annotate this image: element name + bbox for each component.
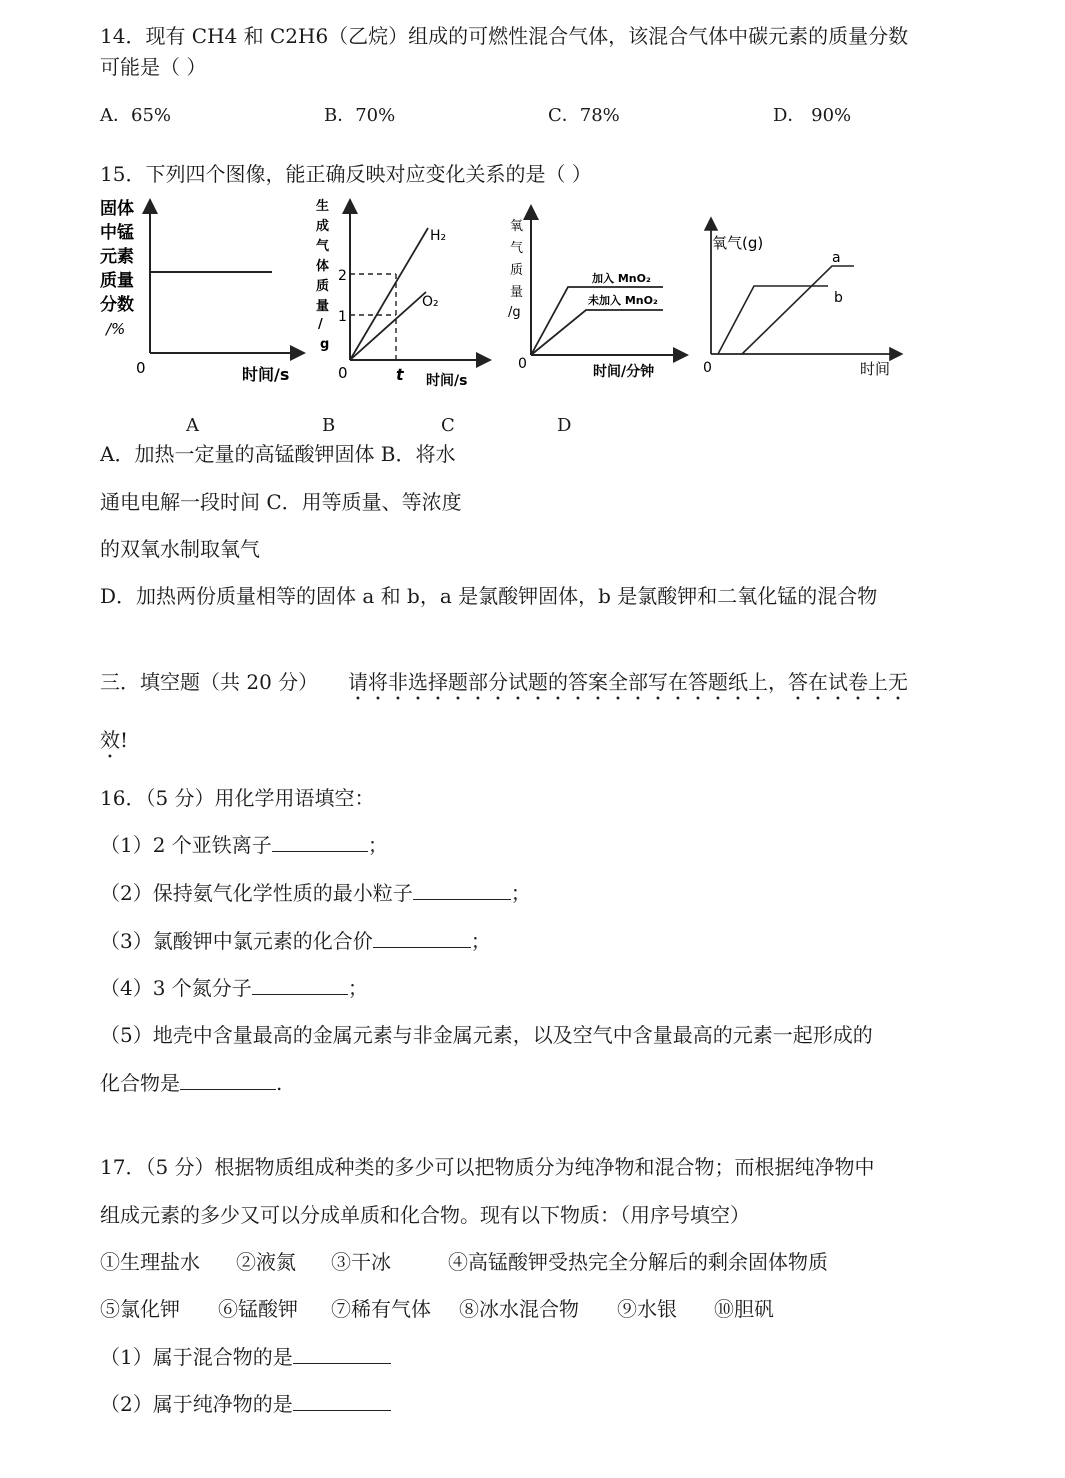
q17-substance-4: ④高锰酸钾受热完全分解后的剩余固体物质 [448, 1250, 828, 1274]
q17-substance-3: ③干冰 [331, 1250, 391, 1274]
q16-item-4: （4）3 个氮分子 ； [100, 976, 368, 1000]
q17-substance-2: ②液氮 [236, 1250, 296, 1274]
q17-line1: 17．（5 分）根据物质组成种类的多少可以把物质分为纯净物和混合物；而根据纯净物中 [100, 1155, 875, 1179]
graph-a-ylabel-6: /% [106, 320, 126, 338]
q15-desc-line4: D．加热两份质量相等的固体 a 和 b，a 是氯酸钾固体，b 是氯酸钾和二氧化锰的混合物 [100, 584, 878, 608]
answer-blank[interactable] [373, 929, 471, 948]
graph-a-ylabel-1: 固体 [100, 199, 134, 219]
graph-b-o2-label: O₂ [422, 294, 439, 310]
q17-substance-9: ⑨水银 [617, 1297, 677, 1321]
svg-text:量: 量 [316, 299, 330, 314]
graph-b-tick-2: 2 [338, 268, 347, 284]
graph-a-origin: 0 [136, 359, 146, 377]
answer-blank[interactable] [293, 1392, 391, 1411]
graph-d-origin: 0 [703, 360, 712, 376]
graph-d-xlabel: 时间 [860, 360, 891, 378]
answer-blank[interactable] [272, 833, 368, 852]
svg-text:体: 体 [316, 259, 330, 274]
svg-text:质: 质 [510, 263, 524, 278]
svg-text:氧: 氧 [510, 219, 524, 234]
q14-option-d: D． 90% [773, 105, 852, 126]
graph-c-origin: 0 [518, 356, 527, 372]
q14-line2: 可能是（ ） [100, 55, 207, 79]
q15-graphs [90, 190, 920, 395]
graph-a-ylabel-3: 元素 [100, 247, 134, 267]
q14-option-c: C．78% [548, 105, 620, 126]
q17-substance-8: ⑧冰水混合物 [459, 1297, 579, 1321]
graph-c-xlabel: 时间/分钟 [593, 364, 655, 380]
answer-blank[interactable] [293, 1345, 391, 1364]
graph-b-origin: 0 [338, 364, 348, 382]
graph-letter-c: C [441, 415, 455, 436]
section3-note-a: 请将非选择题部分试题的答案全部写在答题纸上，答在试卷上无 [348, 670, 908, 694]
q17-substance-6: ⑥锰酸钾 [218, 1297, 298, 1321]
q17-substance-7: ⑦稀有气体 [331, 1297, 431, 1321]
q17-sub-2: （2）属于纯净物的是 [100, 1392, 391, 1416]
graph-d-ylabel: 氧气(g) [712, 234, 764, 252]
q17-sub-1: （1）属于混合物的是 [100, 1345, 391, 1369]
graph-b-tick-t: t [396, 365, 404, 384]
graph-a [100, 198, 302, 384]
q17-substance-10: ⑩胆矾 [714, 1297, 774, 1321]
section3-title: 三．填空题（共 20 分） [100, 670, 319, 694]
graph-letter-d: D [557, 415, 572, 436]
q14-option-a: A．65% [100, 105, 172, 126]
graph-b-tick-1: 1 [338, 309, 347, 325]
q16-item-3: （3）氯酸钾中氯元素的化合价 ； [100, 929, 491, 953]
answer-blank[interactable] [252, 976, 348, 995]
q17-substance-1: ①生理盐水 [100, 1250, 200, 1274]
q17-line2: 组成元素的多少又可以分成单质和化合物。现有以下物质：（用序号填空） [100, 1203, 750, 1227]
graph-d-line-a [742, 266, 854, 354]
graph-a-ylabel-5: 分数 [100, 295, 134, 315]
svg-text:g: g [320, 337, 330, 352]
graph-d-label-b: b [834, 290, 843, 306]
q16-item-5: （5）地壳中含量最高的金属元素与非金属元素，以及空气中含量最高的元素一起形成的 [100, 1023, 873, 1047]
graph-b-h2-line [350, 228, 428, 360]
q16-item-5-line2: 化合物是 . [100, 1071, 283, 1095]
svg-text:成: 成 [316, 219, 330, 234]
graph-b-xlabel: 时间/s [426, 373, 468, 389]
graph-b [316, 198, 488, 389]
q14-line1: 14．现有 CH4 和 C2H6（乙烷）组成的可燃性混合气体，该混合气体中碳元素的质量分数 [100, 24, 909, 48]
graph-a-ylabel-4: 质量 [100, 271, 134, 291]
svg-text:生: 生 [316, 199, 330, 214]
q16-item-2: （2）保持氨气化学性质的最小粒子 ； [100, 881, 531, 905]
graph-d-line-b [718, 286, 828, 354]
graph-c-label-without: 未加入 MnO₂ [588, 294, 658, 307]
q15-desc-line2: 通电电解一段时间 C．用等质量、等浓度 [100, 490, 462, 514]
graph-b-h2-label: H₂ [430, 228, 447, 244]
graph-b-o2-line [350, 292, 426, 360]
graph-a-xlabel: 时间/s [242, 365, 290, 384]
answer-blank[interactable] [180, 1071, 276, 1090]
graph-letter-b: B [322, 415, 336, 436]
graph-d [703, 220, 900, 378]
q17-substance-5: ⑤氯化钾 [100, 1297, 180, 1321]
svg-text:量: 量 [510, 285, 524, 300]
graph-c-label-with: 加入 MnO₂ [592, 272, 651, 285]
svg-text:/g: /g [508, 305, 521, 320]
q15-stem: 15．下列四个图像，能正确反映对应变化关系的是（ ） [100, 162, 592, 186]
q16-item-1: （1）2 个亚铁离子 ； [100, 833, 388, 857]
q16-stem: 16．（5 分）用化学用语填空： [100, 786, 375, 810]
svg-text:气: 气 [316, 239, 330, 254]
graph-d-label-a: a [832, 250, 841, 266]
q15-desc-line1: A．加热一定量的高锰酸钾固体 B．将水 [100, 442, 456, 466]
svg-text:气: 气 [510, 241, 524, 256]
graph-letter-a: A [186, 415, 199, 436]
q15-desc-line3: 的双氧水制取氧气 [100, 537, 260, 561]
answer-blank[interactable] [413, 881, 511, 900]
graph-c [508, 208, 685, 380]
section3-note-b: 效! [100, 728, 129, 752]
svg-text:质: 质 [316, 279, 330, 294]
svg-text:/: / [318, 317, 323, 332]
q14-option-b: B．70% [324, 105, 396, 126]
graph-a-ylabel-2: 中锰 [100, 223, 134, 243]
